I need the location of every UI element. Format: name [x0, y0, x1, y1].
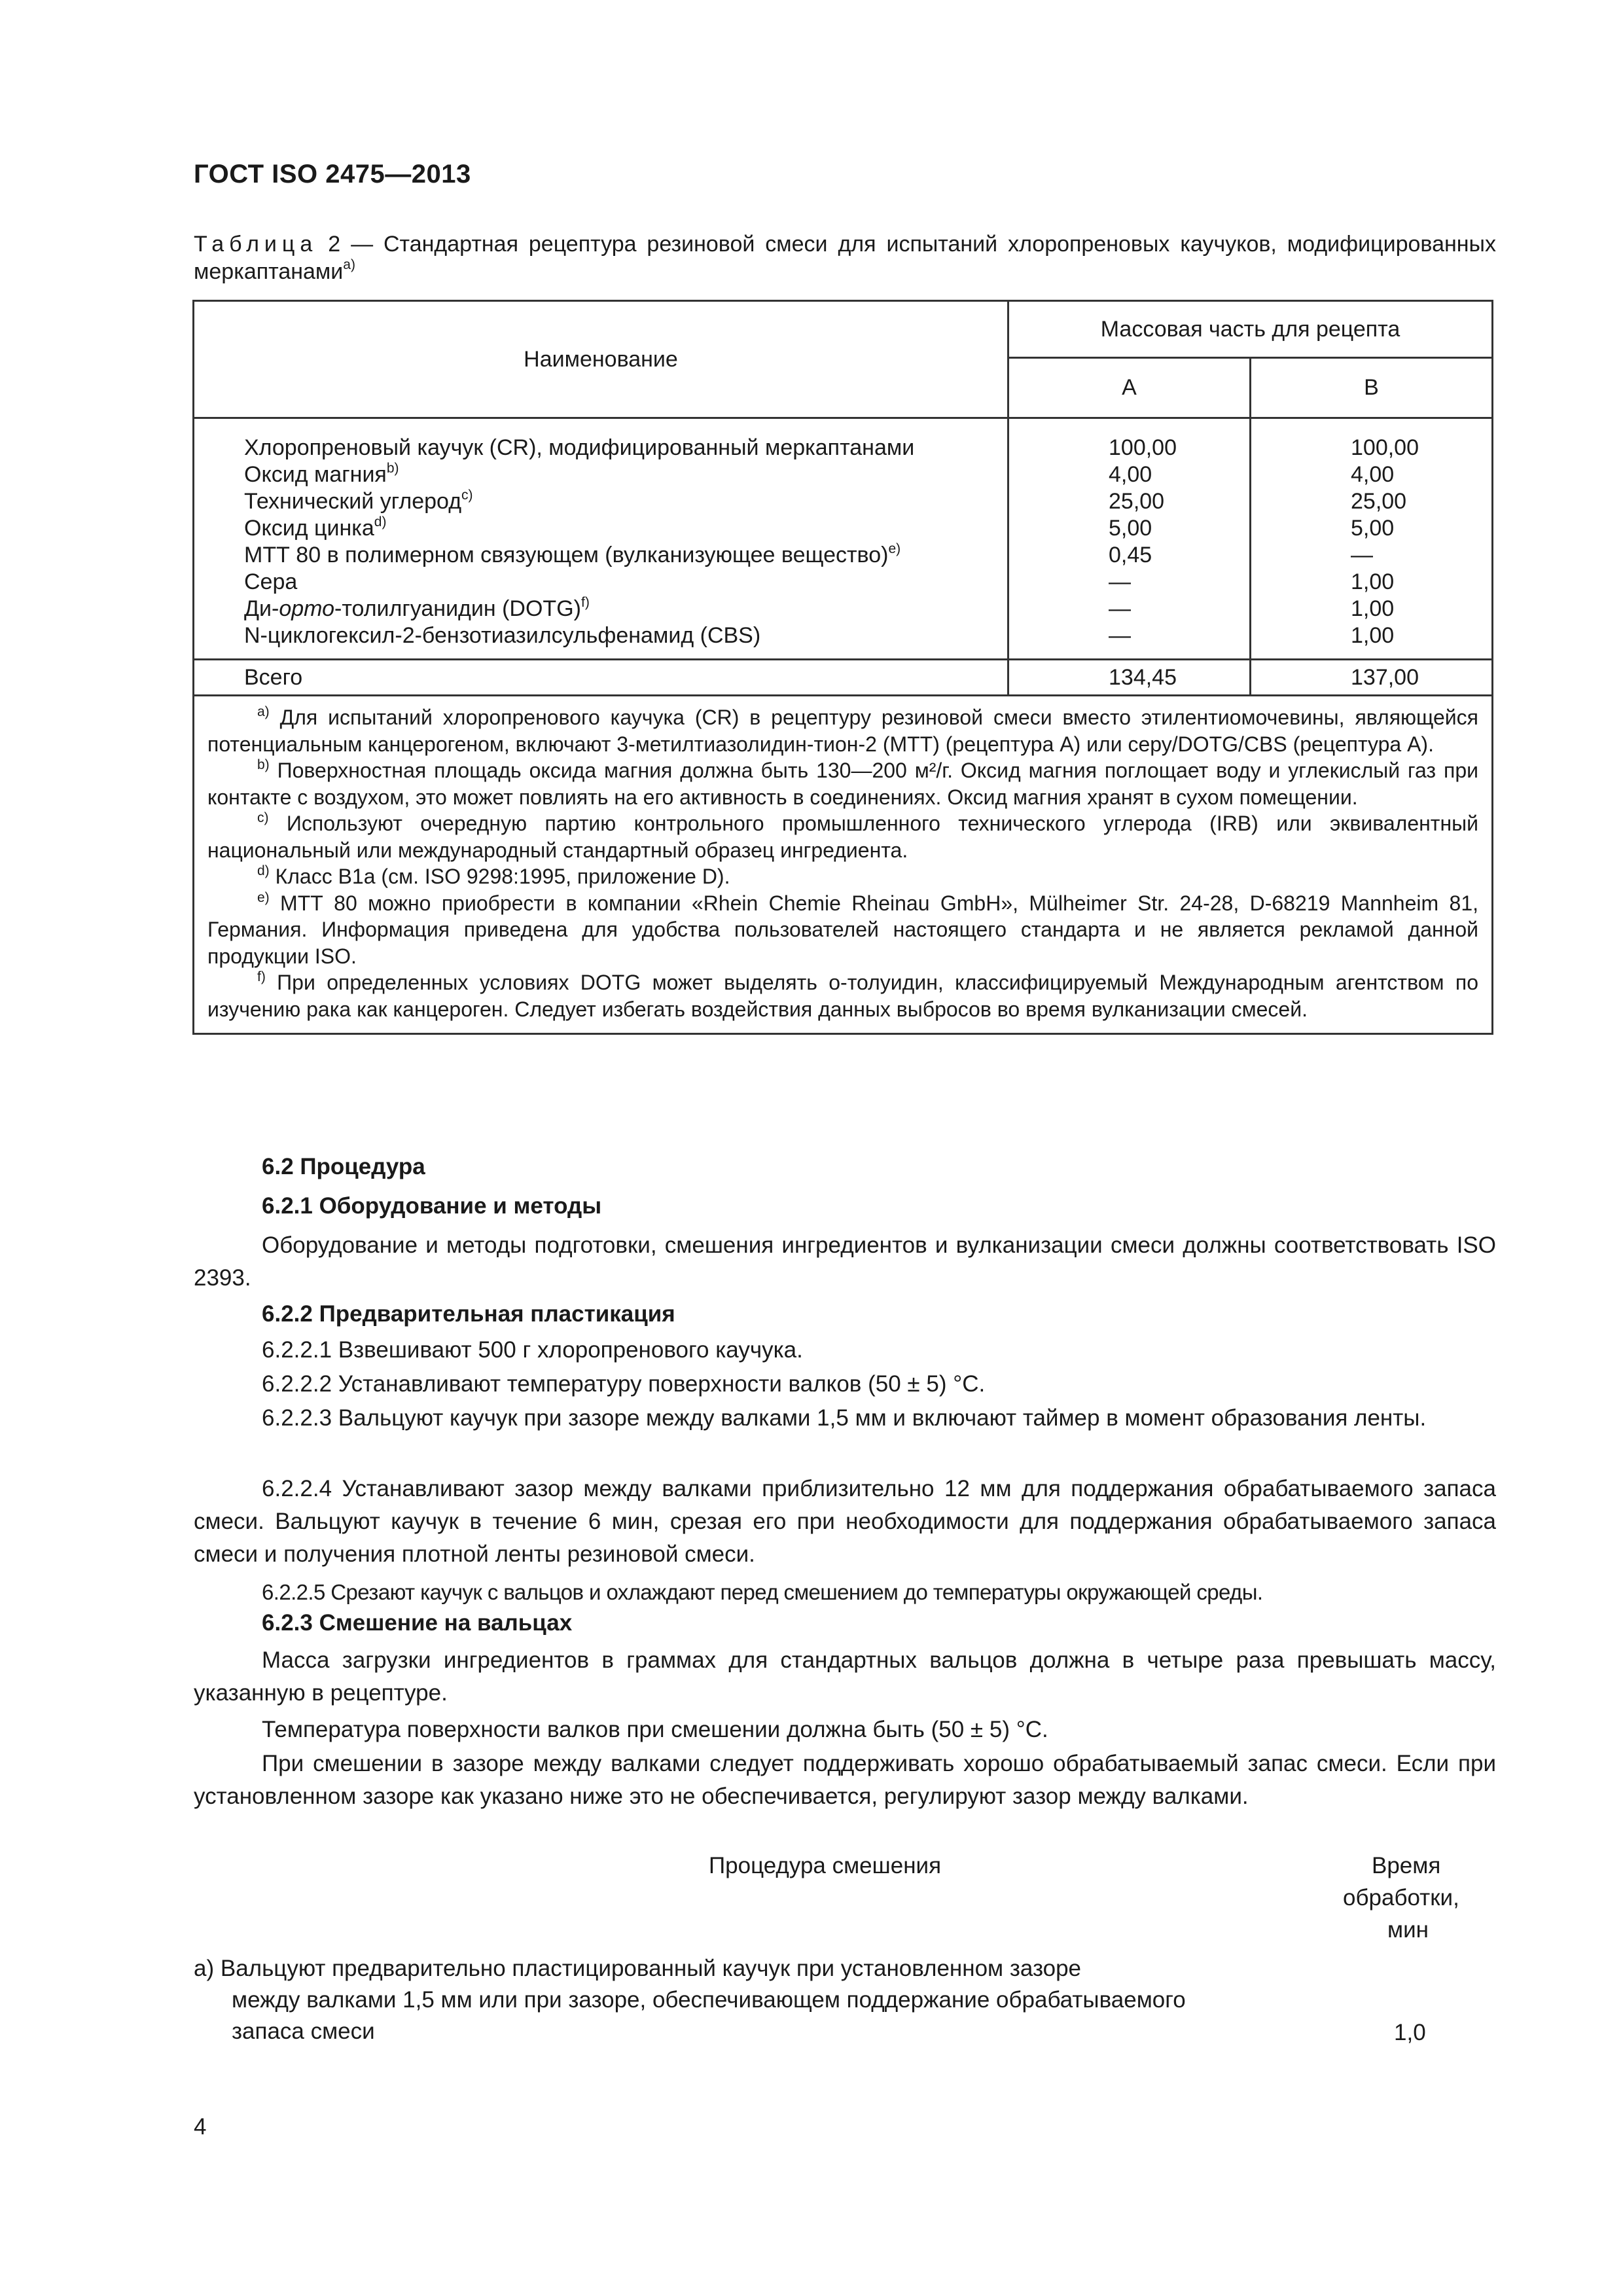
paragraph-6-2-2-1: 6.2.2.1 Взвешивают 500 г хлоропренового каучука.	[262, 1337, 803, 1363]
procedure-step-a-line3: запаса смеси	[232, 2018, 375, 2044]
value-b: 4,00	[1351, 462, 1395, 487]
total-row	[194, 660, 1493, 696]
column-header-name: Наименование	[194, 301, 1008, 418]
footnote: $^{f)}$ При определенных условиях DOTG может выделять о-толуидин, классифицируемый Международным агентством по изучению рака как канцероген. Следует избегать воздействия данных выбросов во время вулканизации смесей.	[207, 969, 1478, 1021]
section-heading-6-2-1: 6.2.1 Оборудование и методы	[262, 1193, 602, 1219]
ingredient-name: Ди-орто-толилгуанидин (DOTG)$^{f)}$	[244, 595, 590, 621]
time-column-header-line3: мин	[1387, 1917, 1429, 1943]
ingredient-name: Оксид цинка$^{d)}$	[244, 514, 387, 541]
paragraph-6-2-2-2: 6.2.2.2 Устанавливают температуру поверхности валков (50 ± 5) °С.	[262, 1371, 986, 1397]
paragraph-6-2-3-gap: При смешении в зазоре между валками следует поддерживать хорошо обрабатываемый запас смеси. Если при установленном зазоре как указано ниже это не обеспечивается, регулируют зазор между валками.	[194, 1751, 1496, 1809]
footnote: $^{e)}$ МТТ 80 можно приобрести в компании «Rhein Chemie Rheinau GmbH», Mülheimer Str. 24-28, D-68219 Mannheim 81, Германия. Информация приведена для удобства пользователей настоящего стандарта и не является рекламой данной продукции ISO.	[207, 889, 1478, 968]
paragraph-6-2-1: Оборудование и методы подготовки, смешения ингредиентов и вулканизации смеси должны соответствовать ISO 2393.	[194, 1232, 1496, 1291]
ingredients-row	[194, 423, 1493, 660]
paragraph-6-2-2-4: 6.2.2.4 Устанавливают зазор между валками приблизительно 12 мм для поддержания обрабатываемого запаса смеси. Вальцуют каучук в течение 6 мин, срезая его при необходимости для поддержания обрабатываемого запаса смеси и получения плотной ленты резиновой смеси.	[194, 1476, 1496, 1567]
ingredient-name: Технический углерод$^{c)}$	[244, 488, 473, 514]
ingredient-name: Оксид магния$^{b)}$	[244, 461, 399, 487]
table-caption-footnote-mark: a)	[343, 257, 355, 272]
total-label: Всего	[194, 660, 1008, 696]
value-a: 100,00	[1109, 435, 1177, 460]
column-header-b: B	[1251, 358, 1493, 418]
recipe-a-values-cell	[1008, 423, 1251, 660]
total-b: 137,00	[1251, 660, 1493, 696]
value-b: 25,00	[1351, 489, 1407, 514]
section-heading-6-2-2: 6.2.2 Предварительная пластикация	[262, 1301, 675, 1327]
footnote: $^{c)}$ Используют очередную партию контрольного промышленного технического углерода (IRB) или эквивалентный национальный или международный стандартный образец ингредиента.	[207, 810, 1478, 862]
value-a: 0,45	[1109, 543, 1152, 567]
value-b: —	[1351, 543, 1373, 567]
ingredient-name: МТТ 80 в полимерном связующем (вулканизующее вещество)$^{e)}$	[244, 541, 901, 567]
table-spacer-row	[194, 418, 1493, 423]
time-column-header-line2: обработки,	[1343, 1885, 1459, 1910]
procedure-column-header: Процедура смешения	[709, 1853, 942, 1878]
footnote-mark: f)	[580, 595, 590, 610]
section-heading-6-2-3: 6.2.3 Смешение на вальцах	[262, 1610, 573, 1636]
ingredient-names-cell	[194, 423, 1008, 660]
procedure-step-a-line1: а) Вальцуют предварительно пластицированный каучук при установленном зазоре	[194, 1956, 1082, 1981]
value-b: 1,00	[1351, 569, 1395, 594]
procedure-step-a-line2: между валками 1,5 мм или при зазоре, обеспечивающем поддержание обрабатываемого	[232, 1987, 1186, 2013]
ingredient-name: N-циклогексил-2-бензотиазилсульфенамид (CBS)	[244, 623, 761, 648]
value-a: 25,00	[1109, 489, 1165, 514]
value-a: —	[1109, 596, 1131, 621]
footnote-mark: c)	[461, 488, 473, 503]
table-caption	[194, 230, 1496, 285]
footnote: $^{a)}$ Для испытаний хлоропренового каучука (CR) в рецептуру резиновой смеси вместо этилентиомочевины, являющейся потенциальным канцерогеном, включают 3-метилтиазолидин-тион-2 (МТТ) (рецептура А) или серу/DOTG/CBS (рецептура А).	[207, 704, 1478, 756]
paragraph-6-2-2-3: 6.2.2.3 Вальцуют каучук при зазоре между валками 1,5 мм и включают таймер в момент образования ленты.	[262, 1405, 1427, 1431]
footnote-mark: b)	[386, 461, 399, 476]
table-footnotes	[194, 696, 1493, 1034]
procedure-step-a-time: 1,0	[1394, 2020, 1426, 2045]
value-b: 1,00	[1351, 596, 1395, 621]
value-b: 100,00	[1351, 435, 1419, 460]
section-heading-6-2: 6.2 Процедура	[262, 1154, 425, 1179]
total-a: 134,45	[1008, 660, 1251, 696]
document-code: ГОСТ ISO 2475—2013	[194, 160, 471, 188]
footnote: $^{d)}$ Класс B1a (см. ISO 9298:1995, приложение D).	[257, 863, 730, 888]
column-header-mass-fraction: Массовая часть для рецепта	[1008, 301, 1493, 358]
footnote-mark: d)	[374, 514, 387, 529]
recipe-b-values-cell	[1251, 423, 1493, 660]
table-caption-prefix: Таблица	[194, 232, 318, 257]
table-caption-text: — Стандартная рецептура резиновой смеси для испытаний хлоропреновых каучуков, модифицированных меркаптанами	[194, 232, 1496, 284]
recipe-table	[192, 300, 1493, 1035]
footnote-mark: e)	[888, 541, 901, 556]
column-header-a: A	[1008, 358, 1251, 418]
paragraph-6-2-3-load: Масса загрузки ингредиентов в граммах для стандартных вальцов должна в четыре раза превышать массу, указанную в рецептуре.	[194, 1647, 1496, 1706]
value-b: 5,00	[1351, 516, 1395, 541]
value-a: 4,00	[1109, 462, 1152, 487]
value-a: —	[1109, 623, 1131, 648]
value-a: 5,00	[1109, 516, 1152, 541]
paragraph-6-2-3-temperature: Температура поверхности валков при смешении должна быть (50 ± 5) °С.	[262, 1717, 1048, 1742]
value-b: 1,00	[1351, 623, 1395, 648]
page-number: 4	[194, 2114, 207, 2140]
time-column-header-line1: Время	[1372, 1853, 1441, 1878]
footnotes-row	[194, 696, 1493, 1034]
ingredient-name: Хлоропреновый каучук (CR), модифицированный меркаптанами	[244, 435, 915, 460]
footnote: $^{b)}$ Поверхностная площадь оксида магния должна быть 130—200 м²/г. Оксид магния поглощает воду и углекислый газ при контакте с воздухом, это может повлиять на его активность в соединениях. Оксид магния хранят в сухом помещении.	[207, 757, 1478, 809]
ingredient-name: Сера	[244, 569, 298, 594]
table-caption-number: 2	[328, 232, 341, 257]
paragraph-6-2-2-5: 6.2.2.5 Срезают каучук с вальцов и охлаждают перед смешением до температуры окружающей среды.	[262, 1580, 1263, 1604]
value-a: —	[1109, 569, 1131, 594]
